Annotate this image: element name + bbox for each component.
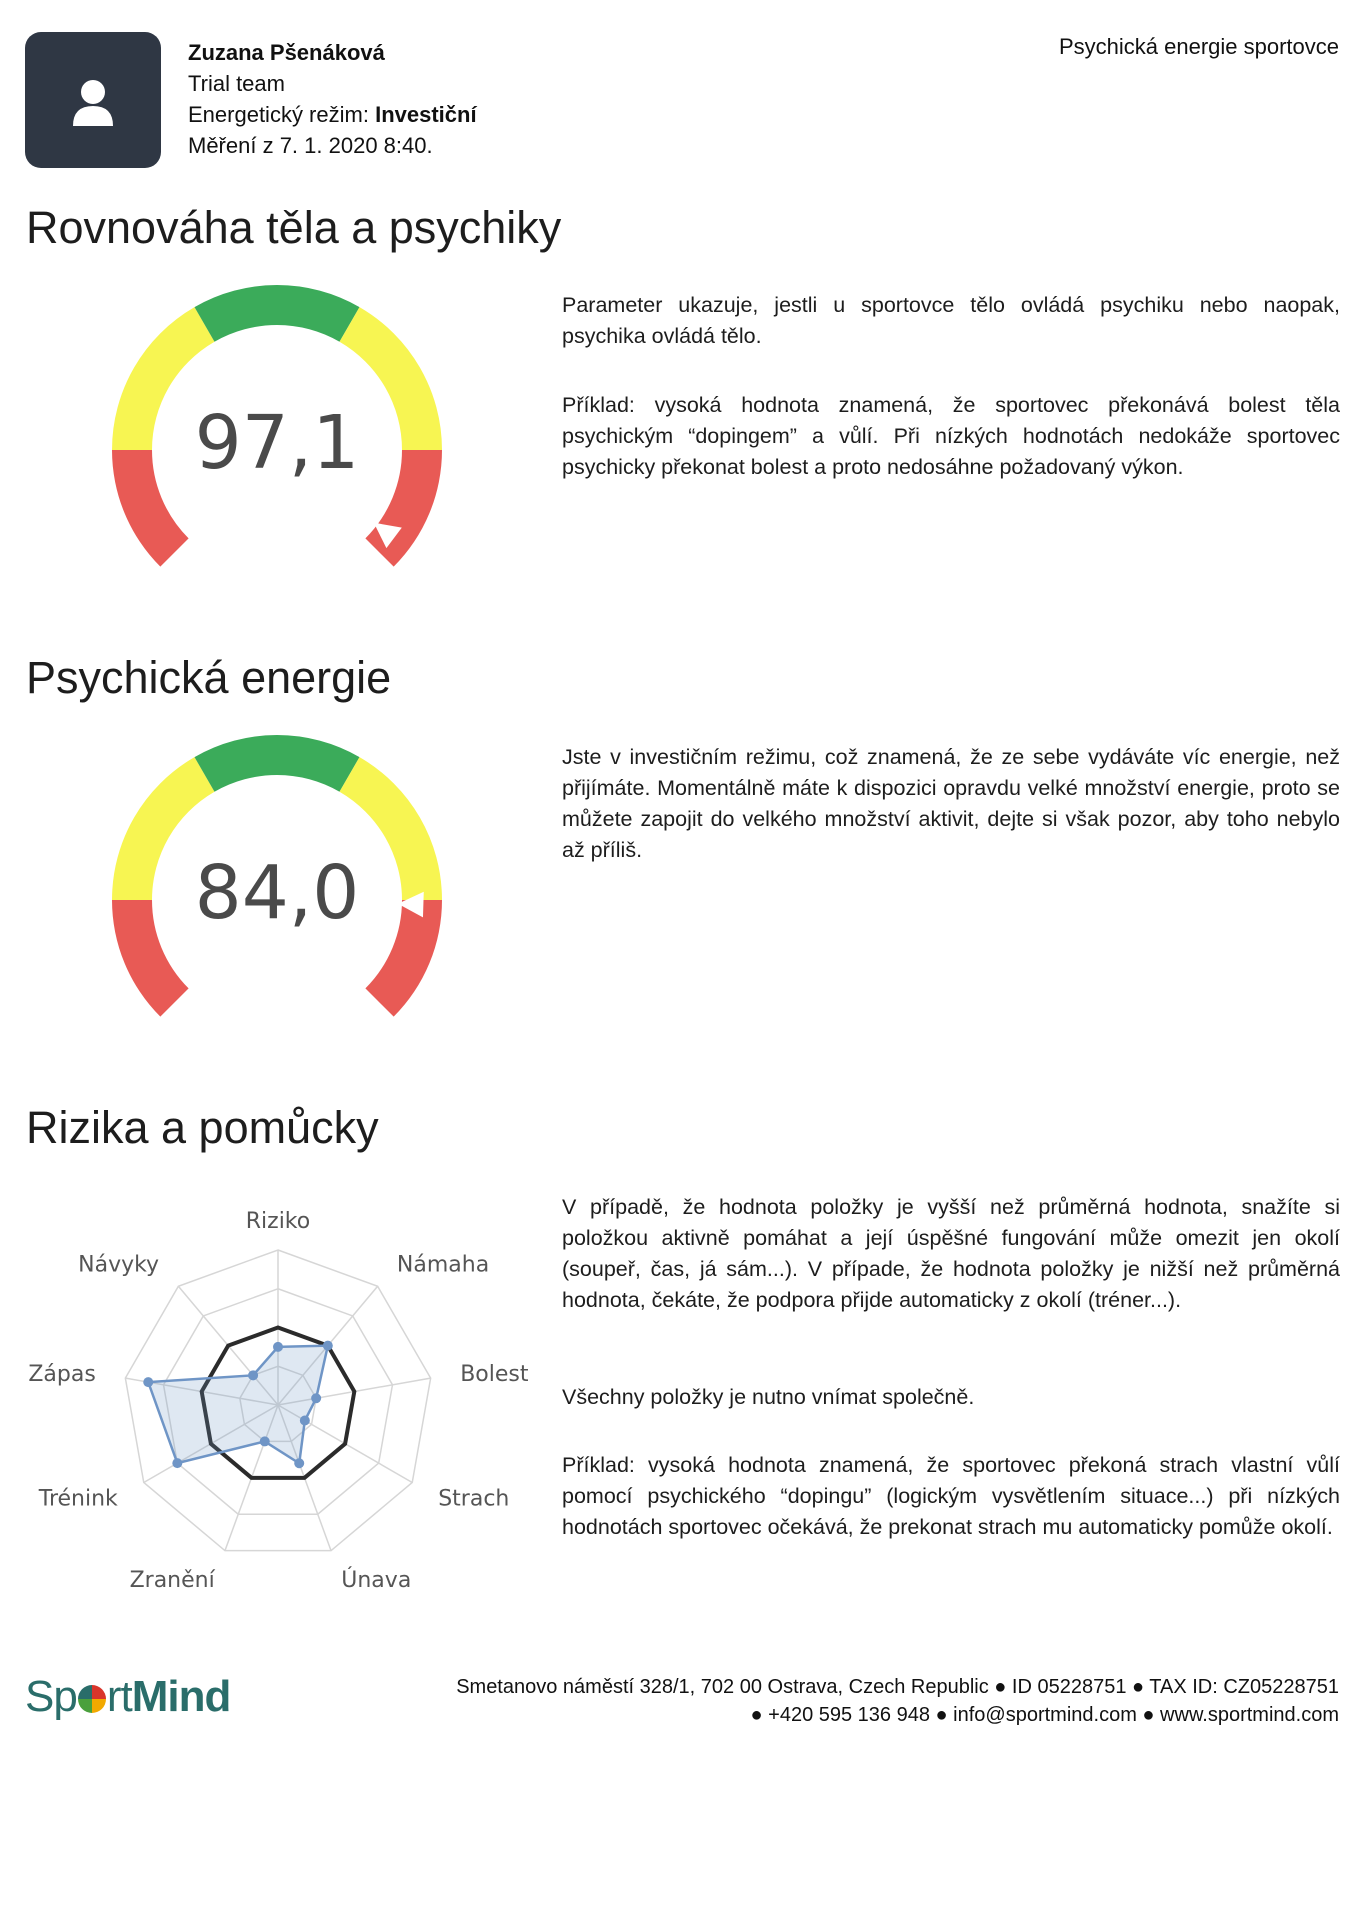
radar-chart — [28, 1205, 530, 1610]
footer-contacts: ● +420 595 136 948 ● info@sportmind.com ● www.sportmind.com — [750, 1704, 1339, 1726]
gauge-band-high — [365, 450, 442, 567]
radar-label: Námaha — [396, 1252, 490, 1278]
sportmind-logo: Sp rtMind — [25, 1672, 231, 1721]
radar-point — [311, 1393, 321, 1403]
avatar — [25, 32, 161, 168]
energy-description: Jste v investičním režimu, což znamená, že ze sebe vydáváte víc energie, než přijímáte. Momentálně máte k dispozici opravdu velké množství energie, proto se můžete zapojit do velkého množství aktivit, dejte si však pozor, aby toho nebylo až příliš. — [562, 745, 1340, 862]
risks-note: Všechny položky je nutno vnímat společně. — [562, 1385, 975, 1409]
radar-label: Bolest — [460, 1361, 529, 1387]
radar-point — [273, 1342, 283, 1352]
energy-mode-value: Investiční — [375, 102, 477, 127]
section-title-energy: Psychická energie — [26, 652, 392, 703]
gauge-band-optimal — [195, 285, 360, 342]
section-title-balance: Rovnováha těla a psychiky — [26, 202, 562, 253]
radar-series — [143, 1328, 354, 1478]
energy-mode — [188, 100, 477, 130]
radar-point — [248, 1370, 258, 1380]
gauge-band-optimal — [195, 735, 360, 792]
risks-example: Příklad: vysoká hodnota znamená, že sportovec překoná strach vlastní vůlí pomocí psychického “dopingu” (logickým vysvětlením situace...) při nízkých hodnotách sportovec očekává, že prekonat strach mu automaticky pomůže okolí. — [562, 1453, 1340, 1539]
section-title-risks: Rizika a pomůcky — [26, 1102, 379, 1153]
balance-example: Příklad: vysoká hodnota znamená, že sportovec překonává bolest těla psychickým “dopingem” a vůlí. Při nízkých hodnotách nedokáže sportovec psychicky překonat bolest a proto nedosáhne požadovaný výkon. — [562, 393, 1340, 479]
radar-point — [260, 1436, 270, 1446]
document-title: Psychická energie sportovce — [1058, 34, 1339, 59]
gauge-value: 84,0 — [194, 850, 360, 936]
gauge-band-high — [365, 900, 442, 1017]
radar-label: Návyky — [78, 1252, 160, 1278]
radar-label: Zranění — [129, 1567, 215, 1593]
athlete-name: Zuzana Pšenáková — [188, 40, 385, 65]
risks-description: V případě, že hodnota položky je vyšší než průměrná hodnota, snažíte si položkou aktivně pomáhat a její úspěšné fungování může omezit jen okolí (soupeř, čas, já sám...). V případe, že hodnota položky je nižší než průměrná hodnota, čekáte, že podpora přijde automaticky z okolí (tréner...). — [562, 1195, 1340, 1312]
gauge-energy — [105, 735, 455, 1075]
gauge-value: 97,1 — [194, 400, 360, 486]
radar-point — [323, 1341, 333, 1351]
radar-label: Únava — [341, 1567, 412, 1593]
radar-label: Zápas — [28, 1361, 96, 1387]
gauge-balance — [105, 285, 455, 625]
user-icon — [25, 32, 161, 168]
radar-point — [143, 1377, 153, 1387]
ball-icon — [78, 1685, 106, 1713]
radar-point — [294, 1458, 304, 1468]
gauge-band-low — [112, 450, 189, 567]
footer-address: Smetanovo náměstí 328/1, 702 00 Ostrava, Czech Republic ● ID 05228751 ● TAX ID: CZ05228751 — [456, 1676, 1339, 1698]
balance-description: Parameter ukazuje, jestli u sportovce tělo ovládá psychiku nebo naopak, psychika ovládá tělo. — [562, 293, 1340, 348]
radar-label: Strach — [438, 1486, 510, 1512]
gauge-band-low — [112, 900, 189, 1017]
radar-label: Riziko — [245, 1209, 311, 1234]
radar-point — [172, 1458, 182, 1468]
radar-label: Trénink — [38, 1486, 118, 1512]
measurement-date: Měření z 7. 1. 2020 8:40. — [188, 133, 433, 158]
energy-mode-label: Energetický režim: — [188, 102, 369, 127]
team-name: Trial team — [188, 71, 285, 96]
radar-point — [300, 1416, 310, 1426]
